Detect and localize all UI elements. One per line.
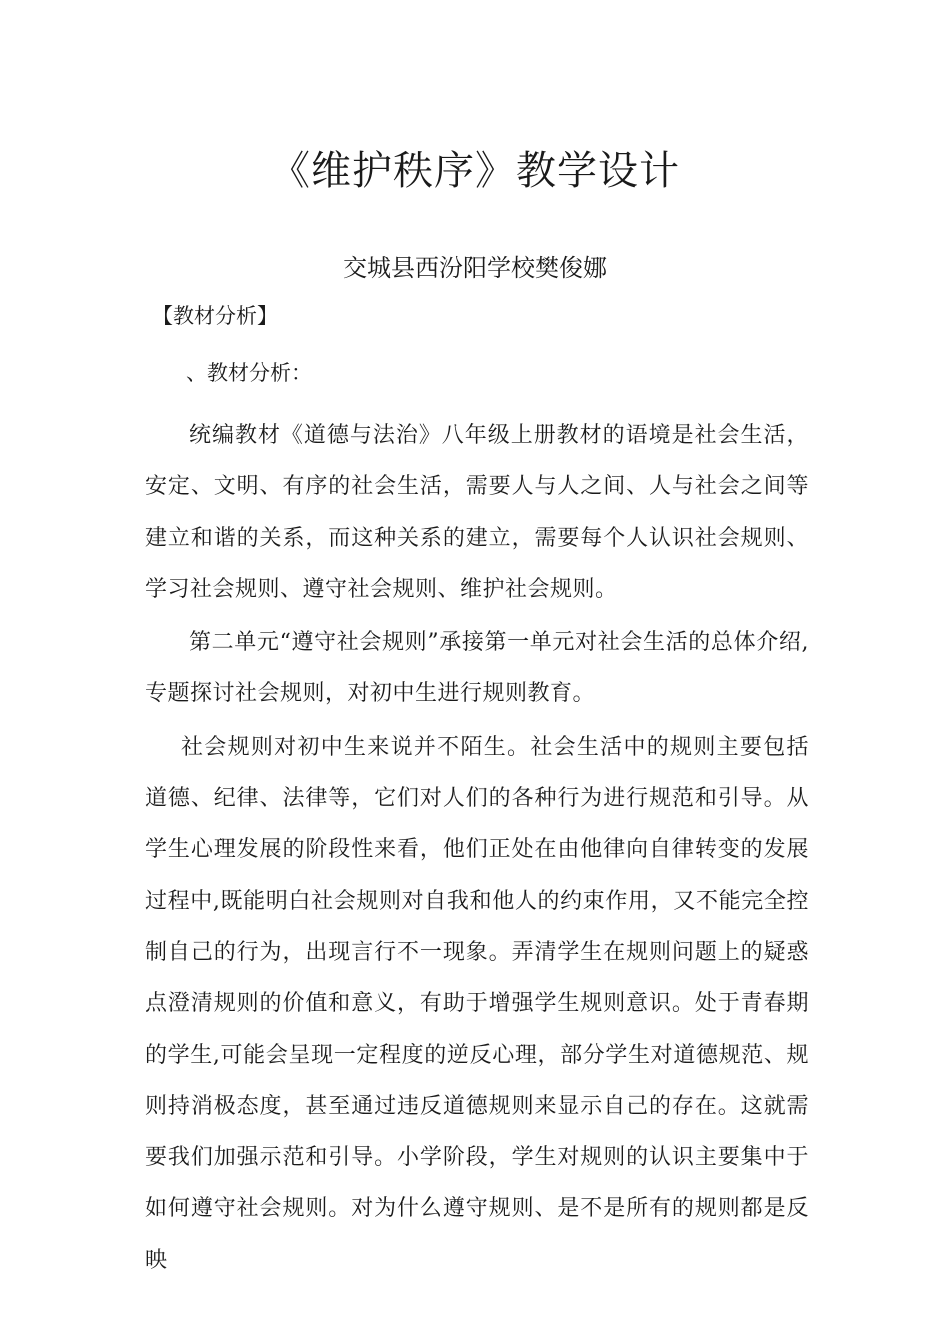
document-title: 《维护秩序》教学设计 [270, 148, 680, 194]
author-line: 交城县西汾阳学校樊俊娜 [343, 254, 607, 282]
paragraph-1: 统编教材《道德与法治》八年级上册教材的语境是社会生活，安定、文明、有序的社会生活，需要人与人之间、人与社会之间等建立和谐的关系，而这种关系的建立，需要每个人认识社会规则、学习社会规则、遵守社会规则、维护社会规则。 [145, 423, 809, 602]
section-heading: 【教材分析】 [152, 304, 278, 328]
document-body [145, 410, 809, 1286]
paragraph-2: 第二单元“遵守社会规则”承接第一单元对社会生活的总体介绍,专题探讨社会规则，对初中生进行规则教育。 [145, 630, 809, 707]
paragraph-3: 社会规则对初中生来说并不陌生。社会生活中的规则主要包括道德、纪律、法律等，它们对人们的各种行为进行规范和引导。从学生心理发展的阶段性来看，他们正处在由他律向自律转变的发展过程中,既能明白社会规则对自我和他人的约束作用，又不能完全控制自己的行为，出现言行不一现象。弄清学生在规则问题上的疑惑点澄清规则的价值和意义，有助于增强学生规则意识。处于青春期的学生,可能会呈现一定程度的逆反心理，部分学生对道德规范、规则持消极态度，甚至通过违反道德规则来显示自己的存在。这就需要我们加强示范和引导。小学阶段，学生对规则的认识主要集中于如何遵守社会规则。对为什么遵守规则、是不是所有的规则都是反映 [145, 734, 809, 1273]
sub-heading: 、教材分析： [186, 361, 312, 385]
